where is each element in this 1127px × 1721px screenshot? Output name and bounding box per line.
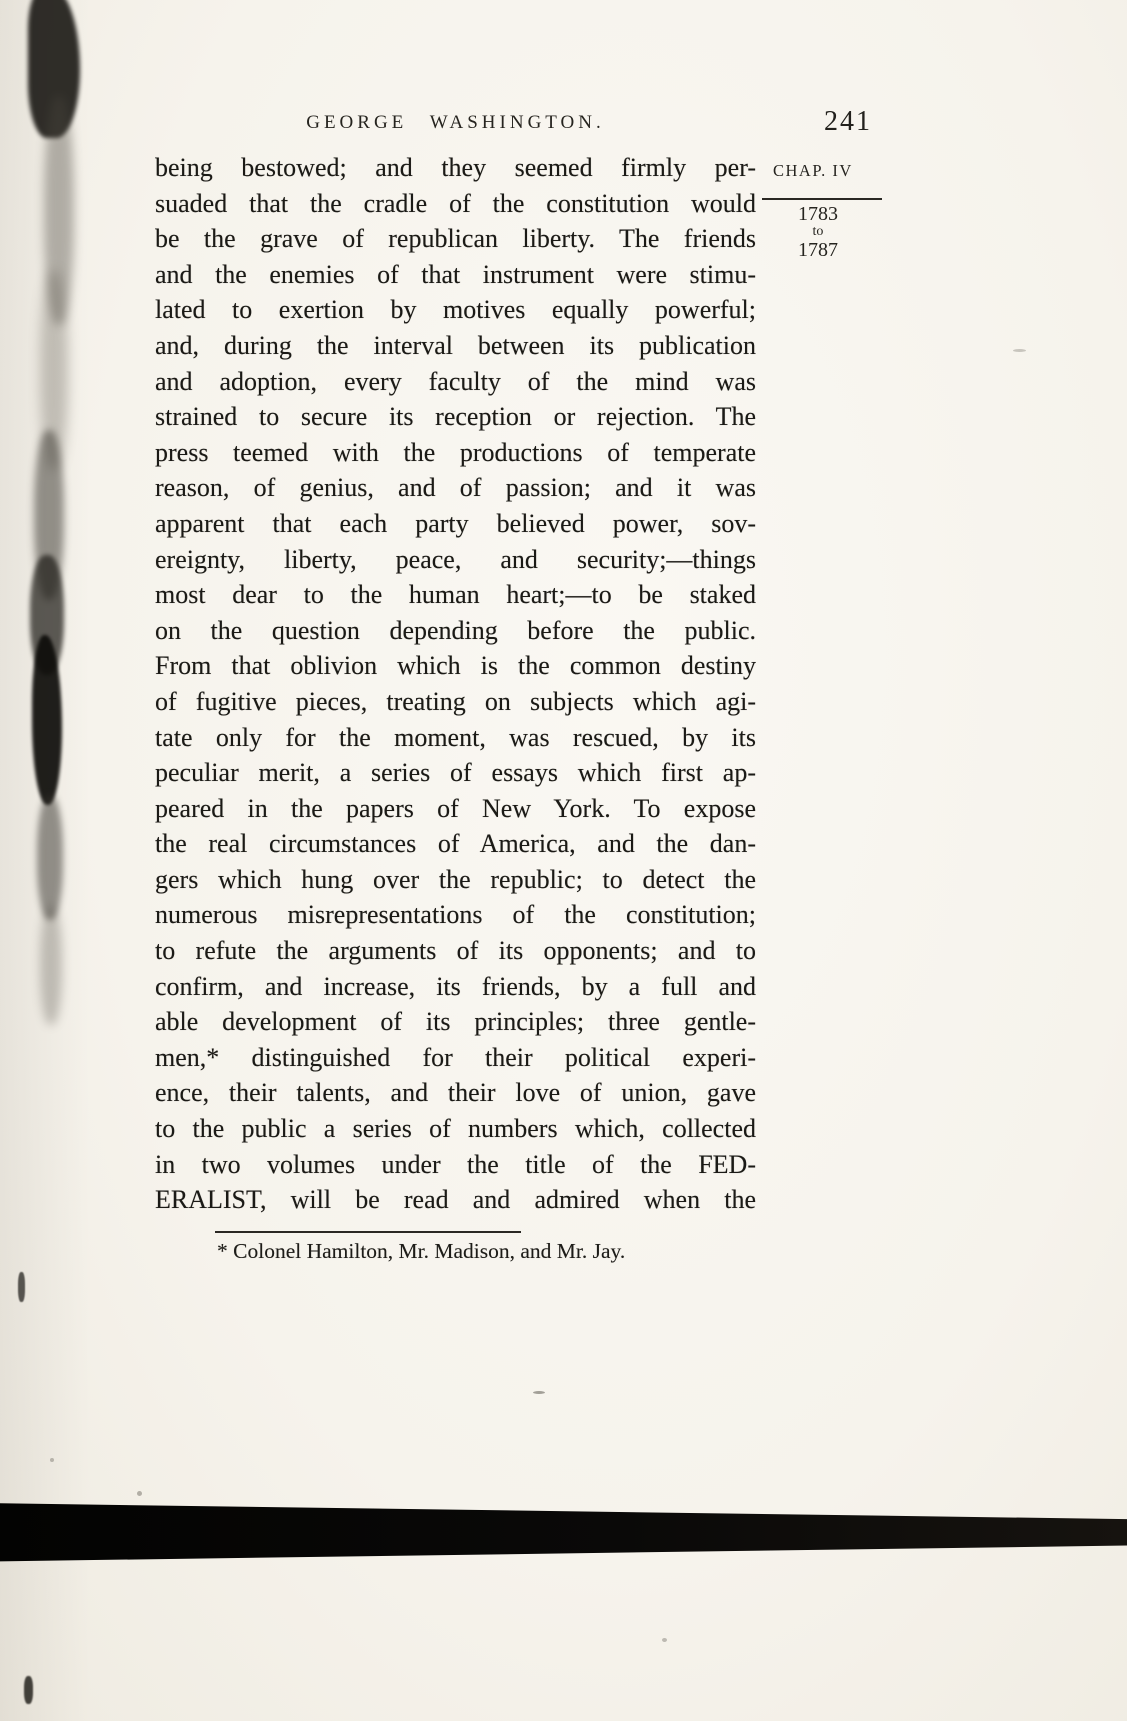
date-year-end: 1787	[798, 238, 838, 261]
body-text-line: able development of its principles; three gentle-	[155, 1007, 756, 1037]
binding-smudge	[40, 905, 62, 1025]
scan-speck	[533, 1391, 545, 1394]
body-text	[155, 150, 756, 1218]
body-text-line: press teemed with the productions of temperate	[155, 437, 756, 467]
body-text-line: peared in the papers of New York. To expose	[155, 793, 756, 823]
body-text-line: tate only for the moment, was rescued, by its	[155, 722, 756, 752]
body-text-line: gers which hung over the republic; to detect the	[155, 864, 756, 894]
body-text-line: men,* distinguished for their political experi-	[155, 1042, 756, 1072]
scan-bottom-bar	[0, 1498, 1127, 1564]
scan-speck	[50, 1458, 54, 1462]
running-header-title: GEORGE WASHINGTON.	[306, 112, 605, 133]
body-text-line: lated to exertion by motives equally powerful;	[155, 295, 756, 325]
scan-speck	[137, 1491, 142, 1496]
date-year-start: 1783	[798, 203, 838, 225]
margin-rule	[762, 198, 882, 200]
body-text-line: and adoption, every faculty of the mind was	[155, 366, 756, 396]
body-text-line: on the question depending before the public.	[155, 615, 756, 645]
date-connector: to	[812, 224, 824, 239]
body-text-line: apparent that each party believed power, sov-	[155, 508, 756, 538]
body-text-line: confirm, and increase, its friends, by a full and	[155, 971, 756, 1001]
page-number: 241	[824, 106, 872, 137]
binding-smudge	[18, 1272, 25, 1302]
body-text-line: peculiar merit, a series of essays which first ap-	[155, 758, 756, 788]
binding-smudge	[37, 795, 63, 920]
body-text-line: strained to secure its reception or rejection. The	[155, 402, 756, 432]
body-text-line: From that oblivion which is the common destiny	[155, 651, 756, 681]
binding-smudge	[24, 1676, 33, 1704]
body-text-line: reason, of genius, and of passion; and it was	[155, 473, 756, 503]
scan-speck	[662, 1638, 667, 1642]
body-text-line: be the grave of republican liberty. The friends	[155, 224, 756, 254]
footnote-rule	[215, 1231, 521, 1233]
body-text-line: of fugitive pieces, treating on subjects which agi-	[155, 686, 756, 716]
body-text-line: and the enemies of that instrument were stimu-	[155, 259, 756, 289]
body-text-line: to the public a series of numbers which, collected	[155, 1114, 756, 1144]
body-text-line: the real circumstances of America, and the dan-	[155, 829, 756, 859]
date-range	[768, 204, 868, 261]
body-text-line: ence, their talents, and their love of union, gave	[155, 1078, 756, 1108]
body-text-line: being bestowed; and they seemed firmly per-	[155, 153, 756, 182]
body-text-line: most dear to the human heart;—to be staked	[155, 580, 756, 610]
body-text-line: and, during the interval between its publication	[155, 330, 756, 360]
body-text-line: ERALIST, will be read and admired when the	[155, 1185, 756, 1215]
body-text-line: numerous misrepresentations of the constitution;	[155, 900, 756, 930]
body-text-line: ereignty, liberty, peace, and security;—things	[155, 544, 756, 574]
footnote: * Colonel Hamilton, Mr. Madison, and Mr. Jay.	[217, 1239, 626, 1263]
body-text-line: in two volumes under the title of the FED-	[155, 1149, 756, 1179]
scan-speck	[1013, 349, 1026, 352]
chapter-label: CHAP. IV	[773, 161, 853, 180]
body-text-line: to refute the arguments of its opponents; and to	[155, 936, 756, 966]
body-text-line: suaded that the cradle of the constitution would	[155, 188, 756, 218]
